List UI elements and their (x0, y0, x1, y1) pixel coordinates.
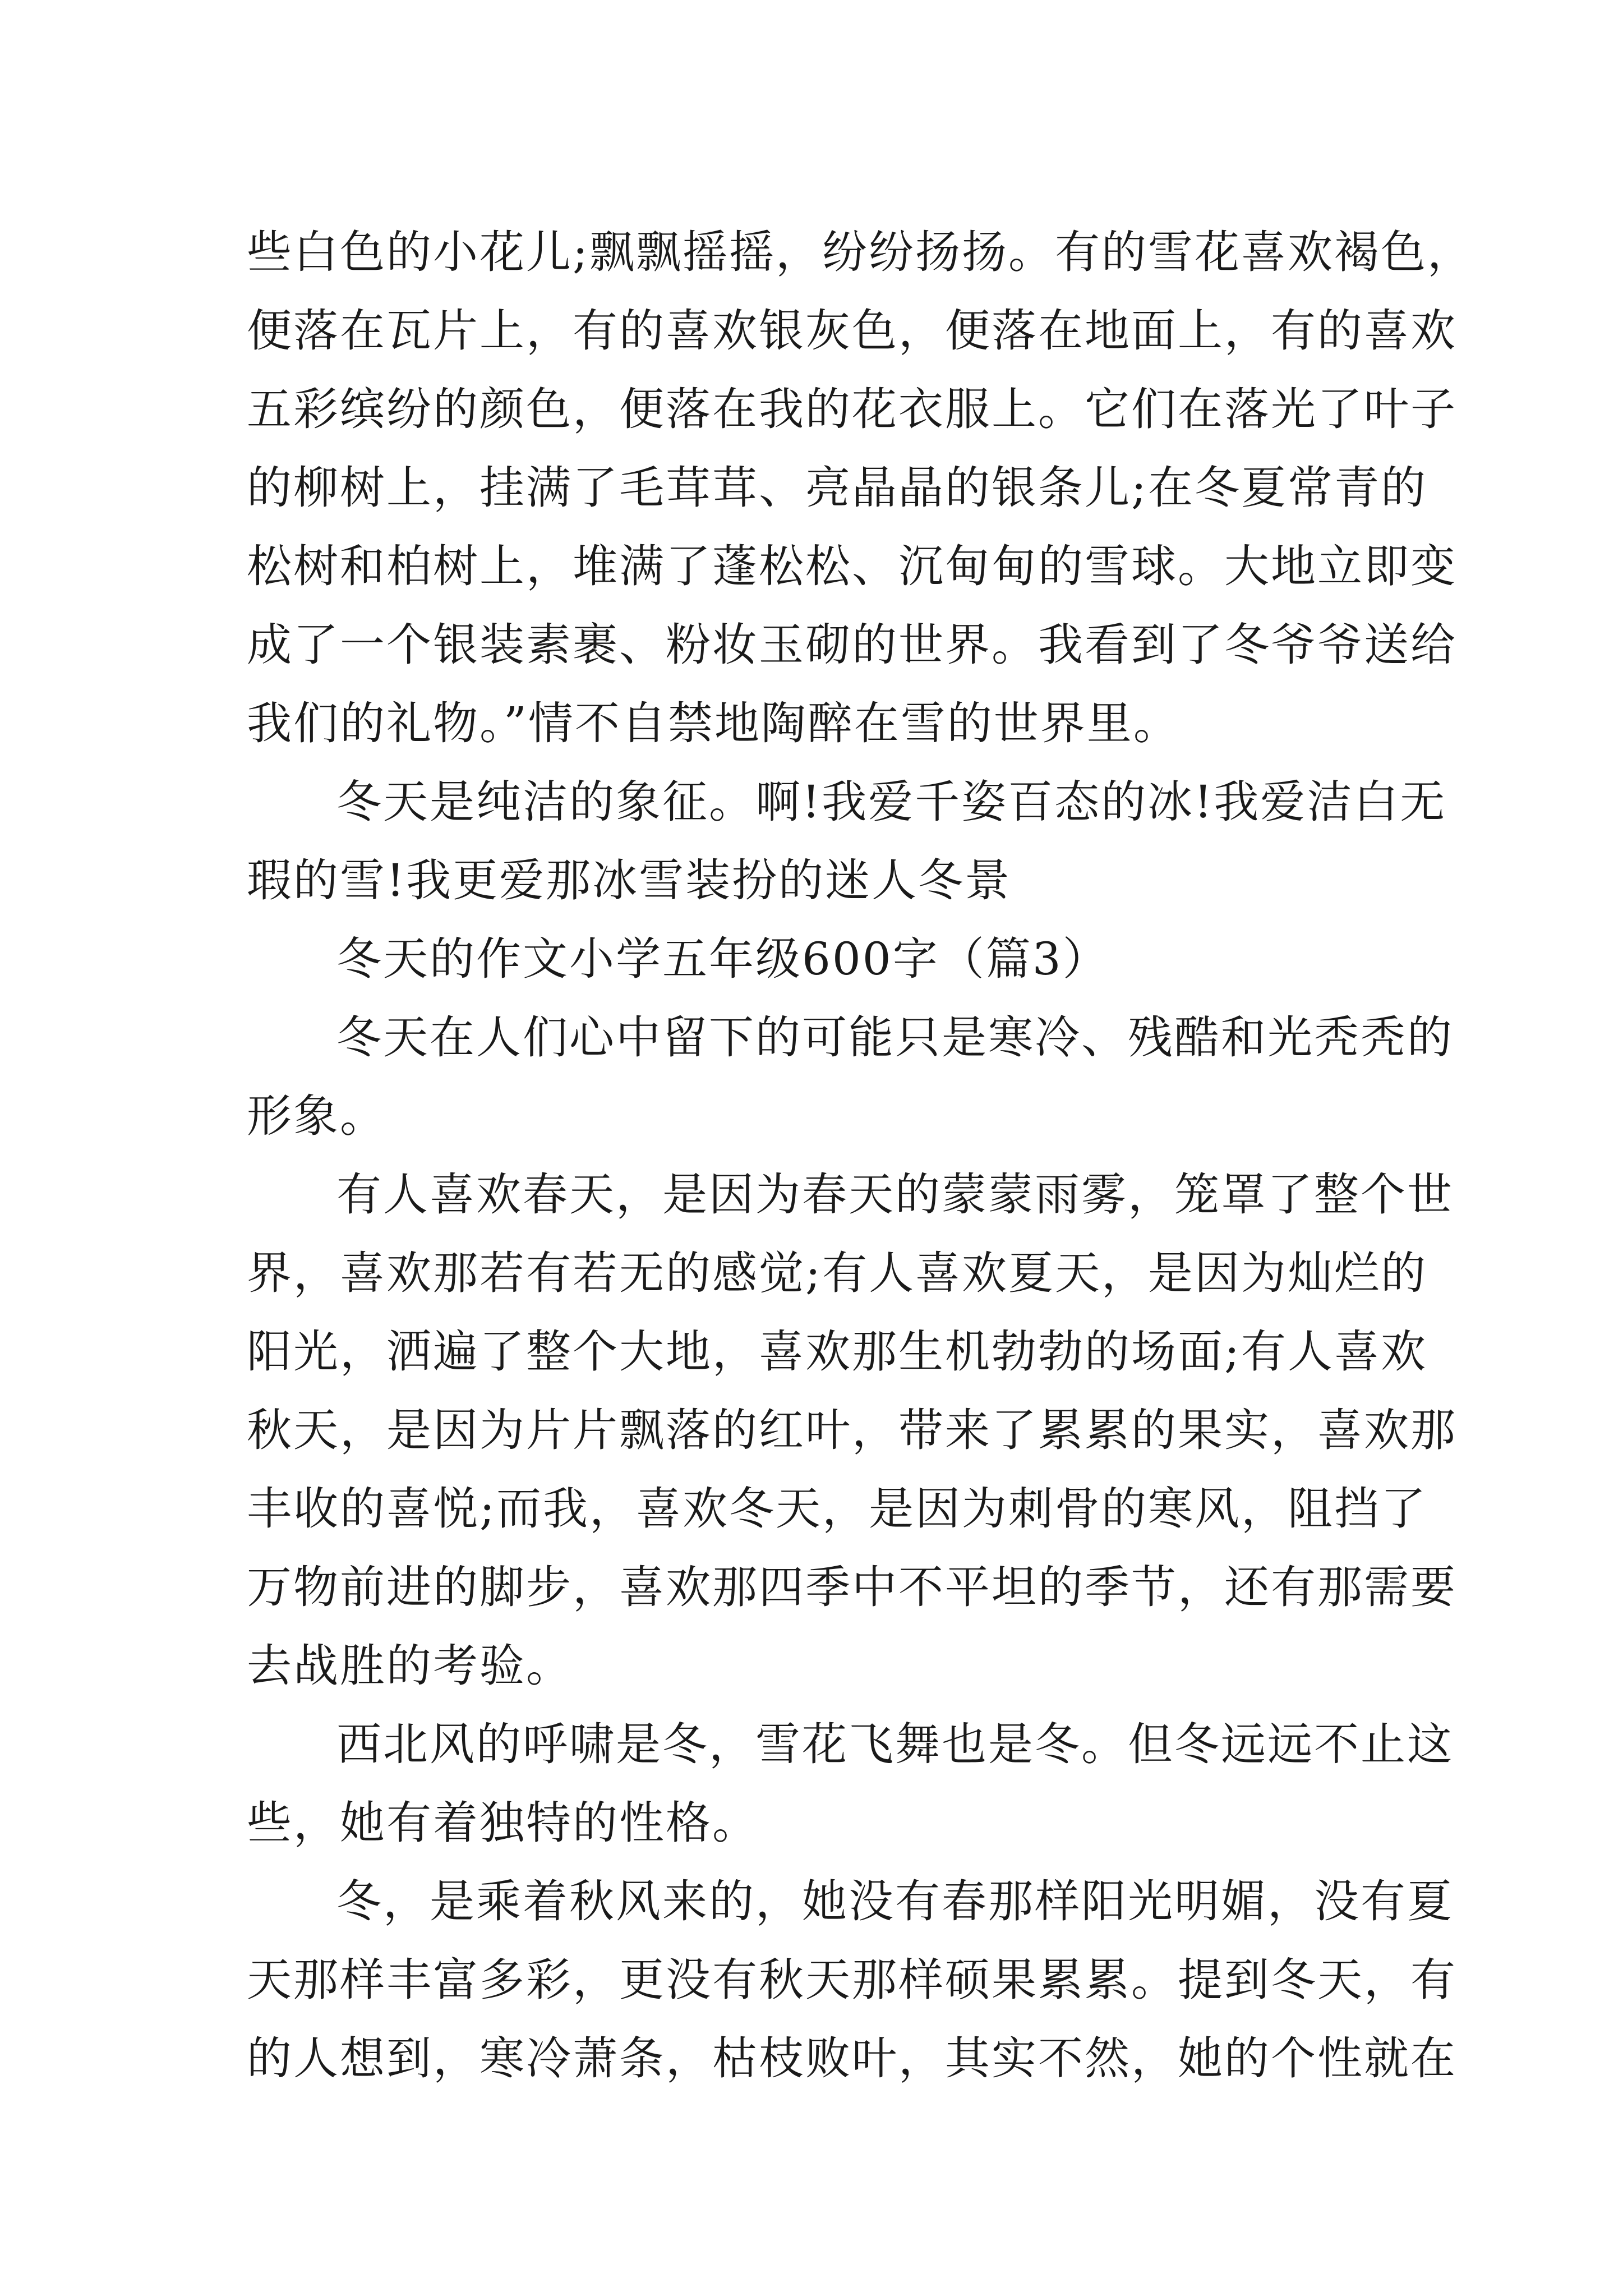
text-line: 些，她有着独特的性格。 (247, 1797, 759, 1849)
text-line: 冬天在人们心中留下的可能只是寒冷、残酷和光秃秃的 (336, 1011, 1454, 1064)
text-line: 冬天是纯洁的象征。啊!我爱千姿百态的冰!我爱洁白无 (336, 776, 1447, 828)
text-line: 有人喜欢春天，是因为春天的蒙蒙雨雾，笼罩了整个世 (336, 1168, 1454, 1221)
text-line: 天那样丰富多彩，更没有秋天那样硕果累累。提到冬天，有 (247, 1954, 1457, 2006)
text-line: 秋天，是因为片片飘落的红叶，带来了累累的果实，喜欢那 (247, 1404, 1457, 1456)
text-line: 西北风的呼啸是冬，雪花飞舞也是冬。但冬远远不止这 (336, 1718, 1454, 1770)
text-line: 成了一个银装素裹、粉妆玉砌的世界。我看到了冬爷爷送给 (247, 619, 1457, 671)
text-line: 松树和柏树上，堆满了蓬松松、沉甸甸的雪球。大地立即变 (247, 540, 1457, 592)
text-line: 冬天的作文小学五年级600字（篇3） (336, 933, 1109, 985)
text-line: 便落在瓦片上，有的喜欢银灰色，便落在地面上，有的喜欢 (247, 305, 1457, 357)
text-line: 阳光，洒遍了整个大地，喜欢那生机勃勃的场面;有人喜欢 (247, 1326, 1427, 1378)
body-text (247, 213, 1474, 2098)
text-line: 万物前进的脚步，喜欢那四季中不平坦的季节，还有那需要 (247, 1561, 1457, 1613)
text-line: 些白色的小花儿;飘飘摇摇，纷纷扬扬。有的雪花喜欢褐色， (247, 226, 1474, 278)
text-line: 五彩缤纷的颜色，便落在我的花衣服上。它们在落光了叶子 (247, 383, 1457, 435)
text-line: 冬，是乘着秋风来的，她没有春那样阳光明媚，没有夏 (336, 1875, 1454, 1927)
text-line: 界，喜欢那若有若无的感觉;有人喜欢夏天，是因为灿烂的 (247, 1247, 1427, 1299)
text-line: 丰收的喜悦;而我，喜欢冬天，是因为刺骨的寒风，阻挡了 (247, 1483, 1427, 1535)
text-line: 形象。 (247, 1090, 386, 1142)
text-line: 的柳树上，挂满了毛茸茸、亮晶晶的银条儿;在冬夏常青的 (247, 462, 1427, 514)
text-line: 的人想到，寒冷萧条，枯枝败叶，其实不然，她的个性就在 (247, 2032, 1457, 2085)
text-line: 去战胜的考验。 (247, 1640, 573, 1692)
text-line: 瑕的雪!我更爱那冰雪装扮的迷人冬景 (247, 854, 1012, 907)
text-line: 我们的礼物。”情不自禁地陶醉在雪的世界里。 (247, 697, 1180, 749)
